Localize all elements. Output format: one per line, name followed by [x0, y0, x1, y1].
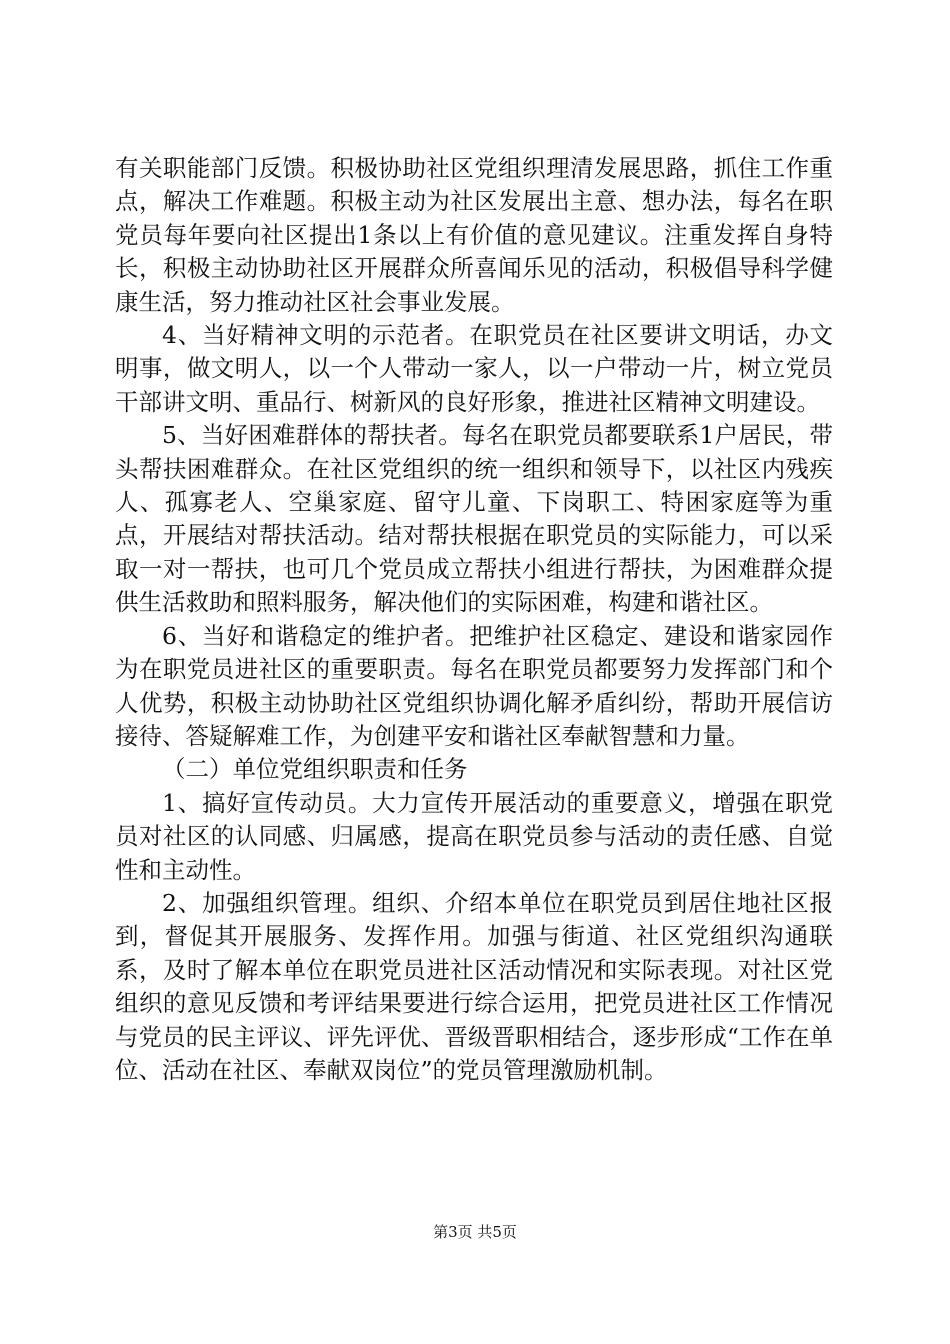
- paragraph-item-6: 6、当好和谐稳定的维护者。把维护社区稳定、建设和谐家园作为在职党员进社区的重要职责。每名在职党员都要努力发挥部门和个人优势，积极主动协助社区党组织协调化解矛盾纠纷，帮助开展信访接待、答疑解难工作，为创建平安和谐社区奉献智慧和力量。: [115, 621, 833, 750]
- page-footer: 第3页 共5页: [433, 1223, 517, 1241]
- document-body: [115, 152, 833, 1087]
- paragraph-item-4: 4、当好精神文明的示范者。在职党员在社区要讲文明话，办文明事，做文明人，以一个人带动一家人，以一户带动一片，树立党员干部讲文明、重品行、树新风的良好形象，推进社区精神文明建设。: [115, 321, 833, 416]
- paragraph-item-2: 2、加强组织管理。组织、介绍本单位在职党员到居住地社区报到，督促其开展服务、发挥作用。加强与街道、社区党组织沟通联系，及时了解本单位在职党员进社区活动情况和实际表现。对社区党组织的意见反馈和考评结果要进行综合运用，把党员进社区工作情况与党员的民主评议、评先评优、晋级晋职相结合，逐步形成“工作在单位、活动在社区、奉献双岗位”的党员管理激励机制。: [115, 888, 833, 1084]
- paragraph-item-1: 1、搞好宣传动员。大力宣传开展活动的重要意义，增强在职党员对社区的认同感、归属感，提高在职党员参与活动的责任感、自觉性和主动性。: [115, 788, 833, 884]
- paragraph-item-5: 5、当好困难群体的帮扶者。每名在职党员都要联系1户居民，带头帮扶困难群众。在社区党组织的统一组织和领导下，以社区内残疾人、孤寡老人、空巢家庭、留守儿童、下岗职工、特困家庭等为重点，开展结对帮扶活动。结对帮扶根据在职党员的实际能力，可以采取一对一帮扶，也可几个党员成立帮扶小组进行帮扶，为困难群众提供生活救助和照料服务，解决他们的实际困难，构建和谐社区。: [115, 421, 833, 617]
- section-heading: （二）单位党组织职责和任务: [162, 755, 468, 784]
- paragraph-continuation: 有关职能部门反馈。积极协助社区党组织理清发展思路，抓住工作重点，解决工作难题。积极主动为社区发展出主意、想办法，每名在职党员每年要向社区提出1条以上有价值的意见建议。注重发挥自身特长，积极主动协助社区开展群众所喜闻乐见的活动，积极倡导科学健康生活，努力推动社区社会事业发展。: [115, 154, 833, 316]
